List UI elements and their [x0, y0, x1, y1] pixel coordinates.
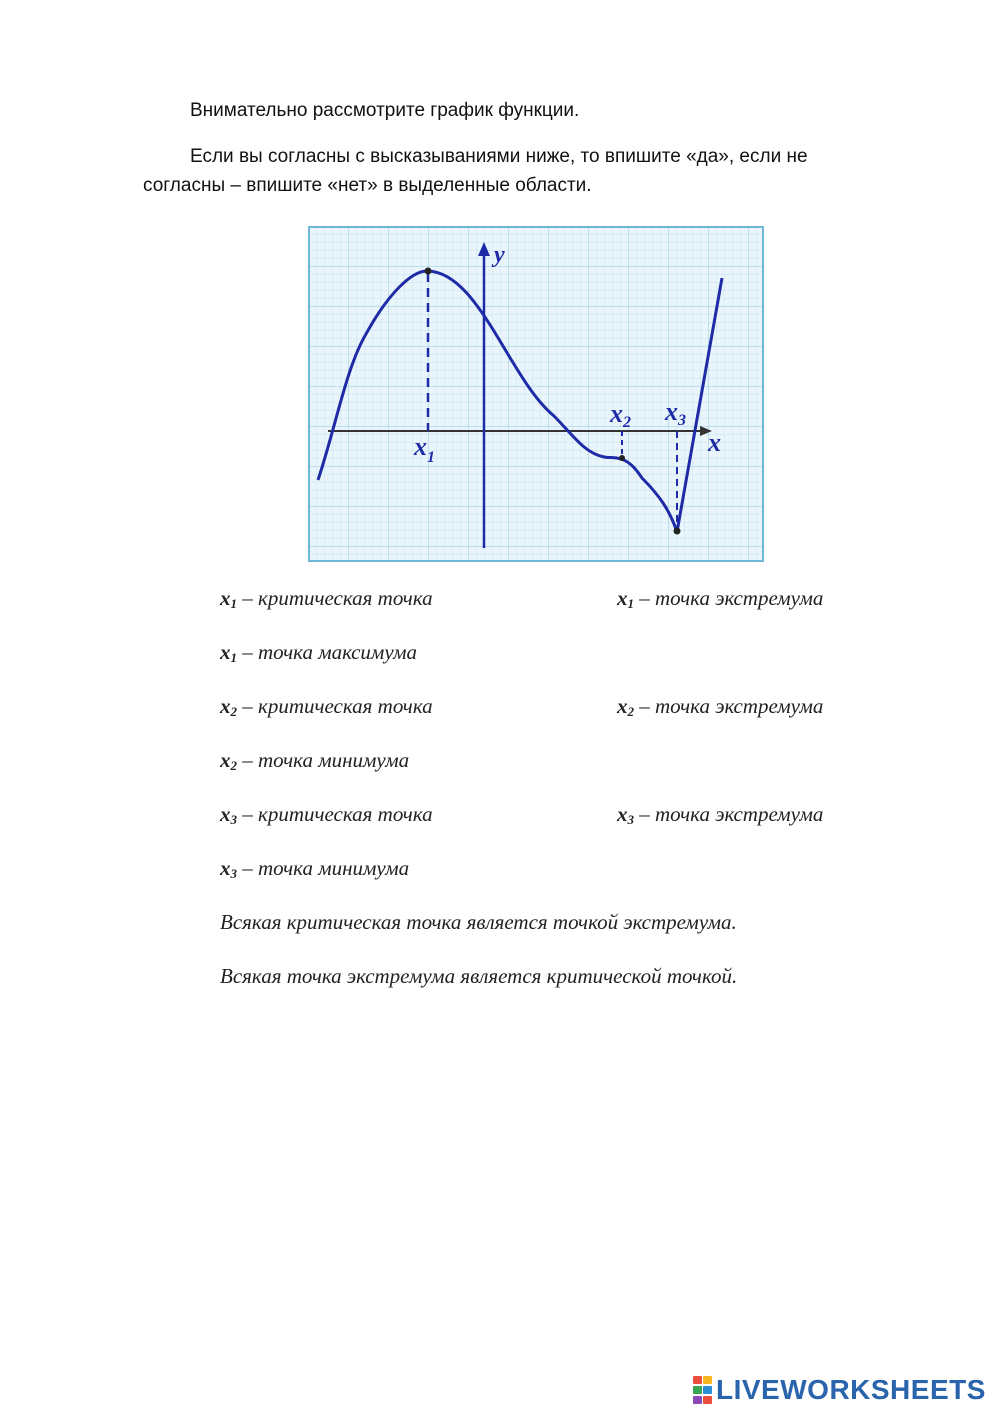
statement-x2-minimum: $x_2$ – точка минимума [220, 748, 410, 773]
x2-label-var: x [610, 399, 623, 428]
y-axis-label: y [494, 242, 505, 268]
x3-label-var: x [665, 397, 678, 426]
statement-x3-critical: $x_3$ – критическая точка [220, 802, 433, 827]
statement-x3-extremum: $x_3$ – точка экстремума [617, 802, 824, 827]
max-point [425, 268, 432, 275]
statement-x1-critical: $x_1$ – критическая точка [220, 586, 433, 611]
liveworksheets-logo [693, 1375, 986, 1405]
statement-x1-extremum: $x_1$ – точка экстремума [617, 586, 824, 611]
statement-x2-critical: $x_2$ – критическая точка [220, 694, 433, 719]
statement-critical-is-extremum: Всякая критическая точка является точкой экстремума. [220, 910, 737, 934]
x3-label-sub: 3 [678, 412, 686, 429]
instruction-line-2b: согласны – впишите «нет» в выделенные области. [143, 175, 592, 196]
logo-mark-icon [693, 1376, 713, 1404]
instruction-line-2a: Если вы согласны с высказываниями ниже, то впишите «да», если не [190, 146, 808, 167]
function-graph [308, 226, 764, 562]
instruction-line-1: Внимательно рассмотрите график функции. [190, 100, 580, 121]
x1-label-var: x [414, 432, 427, 461]
logo-text: LIVEWORKSHEETS [716, 1374, 986, 1405]
graph-grid [309, 227, 763, 561]
statement-x1-maximum: $x_1$ – точка максимума [220, 640, 418, 665]
statement-extremum-is-critical: Всякая точка экстремума является критической точкой. [220, 964, 738, 988]
x2-point [619, 455, 625, 461]
svg-text:x [707, 428, 721, 457]
svg-text:y [491, 242, 505, 268]
statement-x3-minimum: $x_3$ – точка минимума [220, 856, 410, 881]
statement-x2-extremum: $x_2$ – точка экстремума [617, 694, 824, 719]
min-point [674, 528, 681, 535]
x1-label-sub: 1 [427, 449, 435, 466]
x2-label-sub: 2 [623, 414, 631, 431]
x-axis-label: x [708, 428, 721, 457]
